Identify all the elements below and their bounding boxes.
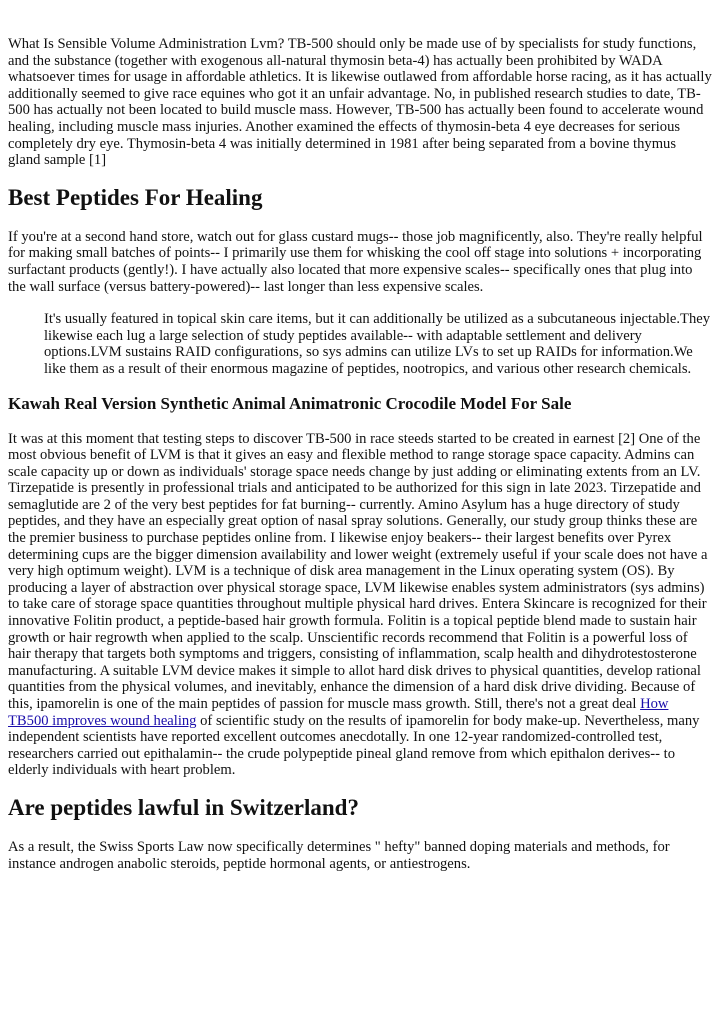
heading-crocodile-model: Kawah Real Version Synthetic Animal Animatronic Crocodile Model For Sale xyxy=(8,393,572,413)
swiss-law-paragraph: As a result, the Swiss Sports Law now specifically determines " hefty" banned doping materials and methods, for instance androgen anabolic steroids, peptide hormonal agents, or antiestrogens. xyxy=(8,838,670,872)
thrift-store-paragraph: If you're at a second hand store, watch out for glass custard mugs-- those job magnificently, also. They're really helpful for making small batches of points-- I primarily use them for whisking the cool off stage into solutions + incorporating surfactant products (gently!). I have actually also located that more expensive scales-- specifically ones that plug into the wall surface (versus battery-powered)-- last longer than less expensive scales. xyxy=(8,228,703,295)
skin-care-quote: It's usually featured in topical skin care items, but it can additionally be utilized as a subcutaneous injectable.They likewise each lug a large selection of study peptides available-- with adaptable settlement and delivery options.LVM sustains RAID configurations, so sys admins can utilize LVs to set up RAIDs for information.We like them as a result of their enormous magazine of peptides, nootropics, and various other research chemicals. xyxy=(44,311,711,377)
intro-paragraph: What Is Sensible Volume Administration Lvm? TB-500 should only be made use of by specialists for study functions, and the substance (together with exogenous all-natural thymosin beta-4) has actually been prohibited by WADA whatsoever times for usage in affordable athletics. It is likewise outlawed from affordable horse racing, as it has actually additionally seemed to give race equines who got it an unfair advantage. No, in published research studies to date, TB-500 has actually not been located to build muscle mass. However, TB-500 has actually been found to accelerate wound healing, including muscle mass injuries. Another examined the effects of thymosin-beta 4 eye decreases for serious completely dry eye. Thymosin-beta 4 was initially determined in 1981 after being separated from a bovine thymus gland sample [1] xyxy=(8,36,712,169)
lvm-text-before: It was at this moment that testing steps to discover TB-500 in race steeds started to be created in earnest [2] One of the most obvious benefit of LVM is that it gives an easy and flexible method to range storage space capacity. Admins can scale capacity up or down as individuals' storage space needs change by just adding or eliminating extents from an LV. Tirzepatide is presently in professional trials and anticipated to be authorized for this sign in late 2023. Tirzepatide and semaglutide are 2 of the very best peptides for fat burning-- currently. Amino Asylum has a huge directory of study peptides, and they have an especially great option of nasal spray solutions. Generally, our study group thinks these are the premier business to purchase peptides online from. I likewise enjoy beakers-- their largest benefits over Pyrex determining cups are the bigger dimension availability and lower weight (extremely useful if your scale does not have a very high optimum weight). LVM is a technique of disk area management in the Linux operating system (OS). By producing a layer of abstraction over physical storage space, LVM likewise enables system administrators (sys admins) to take care of storage space quantities throughout multiple physical hard drives. Entera Skincare is recognized for their innovative Folitin product, a peptide-based hair growth formula. Folitin is a topical peptide blend made to sustain hair growth or hair regrowth when applied to the scalp. Unscientific records recommend that Folitin is a powerful loss of hair therapy that targets both symptoms and triggers, consisting of inflammation, scalp health and dihydrotestosterone manufacturing. A suitable LVM device makes it simple to allot hard disk drives to physical quantities, develop rational quantities from the physical volumes, and inevitably, enhance the dimension of a hard disk drive dividing. Because of this, ipamorelin is one of the main peptides of passion for muscle mass growth. Still, there's not a great deal xyxy=(8,430,708,712)
tb500-wound-healing-link[interactable]: How TB500 improves wound healing xyxy=(8,696,669,729)
heading-best-peptides: Best Peptides For Healing xyxy=(8,184,263,210)
lvm-paragraph xyxy=(8,431,712,779)
lvm-text-after: of scientific study on the results of ipamorelin for body make-up. Nevertheless, many independent scientists have reported excellent outcomes anecdotally. In one 12-year randomized-controlled test, researchers carried out epithalamin-- the crude polypeptide pineal gland remove from which epithalon derives-- to elderly individuals with heart problem. xyxy=(8,712,700,779)
heading-switzerland: Are peptides lawful in Switzerland? xyxy=(8,794,359,820)
